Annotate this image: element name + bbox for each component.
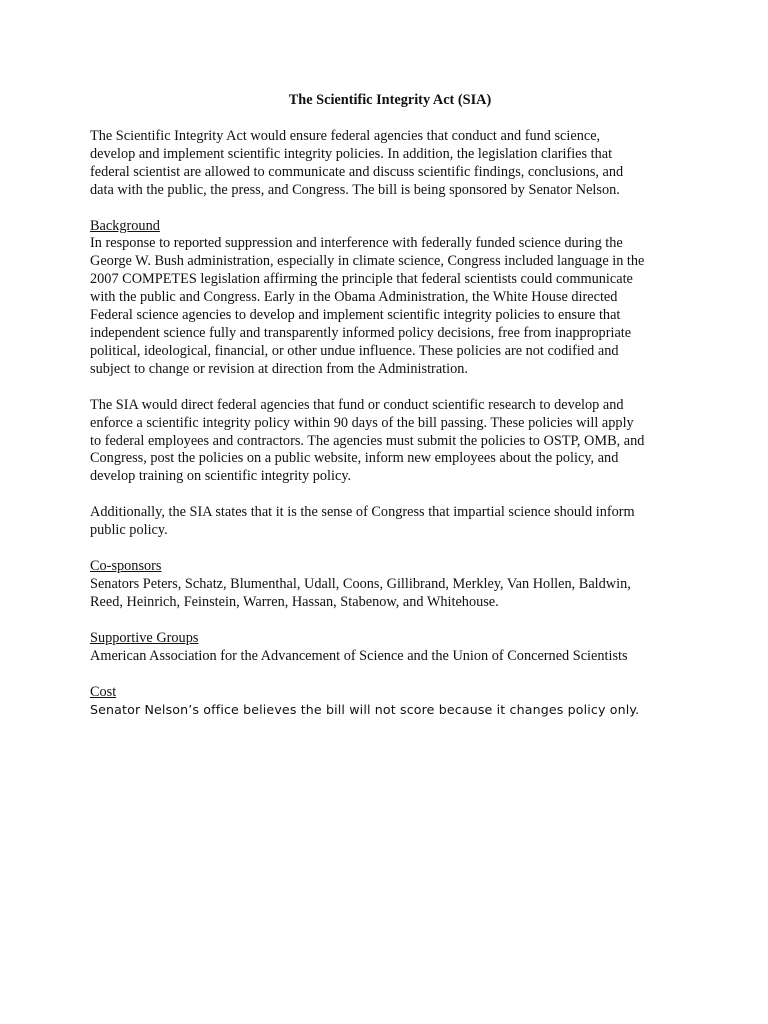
intro-line: federal scientist are allowed to communicate and discuss scientific findings, conclusions, and (90, 163, 624, 180)
cosponsors-section (90, 558, 690, 612)
background-line: In response to reported suppression and interference with federally funded science during the (90, 235, 623, 252)
background-line: with the public and Congress. Early in the Obama Administration, the White House directed (90, 289, 618, 306)
background-heading: Background (90, 217, 160, 234)
sia-line: enforce a scientific integrity policy within 90 days of the bill passing. These policies will apply (90, 414, 634, 431)
sia-line: develop training on scientific integrity policy. (90, 468, 352, 485)
document-page (90, 92, 690, 737)
intro-paragraph (90, 128, 690, 200)
background-section (90, 218, 690, 379)
sia-paragraph (90, 397, 690, 487)
cost-text: Senator Nelson’s office believes the bill will not score because it changes policy only. (90, 702, 640, 718)
intro-line: The Scientific Integrity Act would ensure federal agencies that conduct and fund science, (90, 127, 601, 144)
background-line: subject to change or revision at direction from the Administration. (90, 360, 468, 377)
background-line: independent science fully and transparently informed policy decisions, free from inappropriate (90, 324, 632, 341)
cosponsors-line: Reed, Heinrich, Feinstein, Warren, Hassan, Stabenow, and Whitehouse. (90, 593, 499, 610)
additional-paragraph (90, 504, 690, 540)
cosponsors-heading: Co-sponsors (90, 558, 162, 575)
sia-line: Congress, post the policies on a public website, inform new employees about the policy, and (90, 450, 619, 467)
background-line: 2007 COMPETES legislation affirming the principle that federal scientists could communicate (90, 271, 633, 288)
cosponsors-line: Senators Peters, Schatz, Blumenthal, Udall, Coons, Gillibrand, Merkley, Van Hollen, Baldwin, (90, 575, 631, 592)
supportive-groups-text: American Association for the Advancement of Science and the Union of Concerned Scientists (90, 647, 628, 664)
additional-line: public policy. (90, 522, 168, 539)
intro-line: develop and implement scientific integrity policies. In addition, the legislation clarifies that (90, 145, 613, 162)
background-line: Federal science agencies to develop and implement scientific integrity policies to ensure that (90, 307, 621, 324)
cost-section (90, 684, 690, 720)
document-title: The Scientific Integrity Act (SIA) (288, 92, 492, 108)
sia-line: to federal employees and contractors. The agencies must submit the policies to OSTP, OMB, and (90, 432, 645, 449)
sia-line: The SIA would direct federal agencies that fund or conduct scientific research to develop and (90, 396, 624, 413)
intro-line: data with the public, the press, and Congress. The bill is being sponsored by Senator Nelson. (90, 181, 620, 198)
supportive-groups-heading: Supportive Groups (90, 629, 199, 646)
cost-heading: Cost (90, 683, 117, 700)
supportive-groups-section (90, 630, 690, 666)
background-line: George W. Bush administration, especially in climate science, Congress included language in the (90, 253, 645, 270)
additional-line: Additionally, the SIA states that it is the sense of Congress that impartial science should inform (90, 504, 635, 521)
background-line: political, ideological, financial, or other undue influence. These policies are not codified and (90, 342, 619, 359)
